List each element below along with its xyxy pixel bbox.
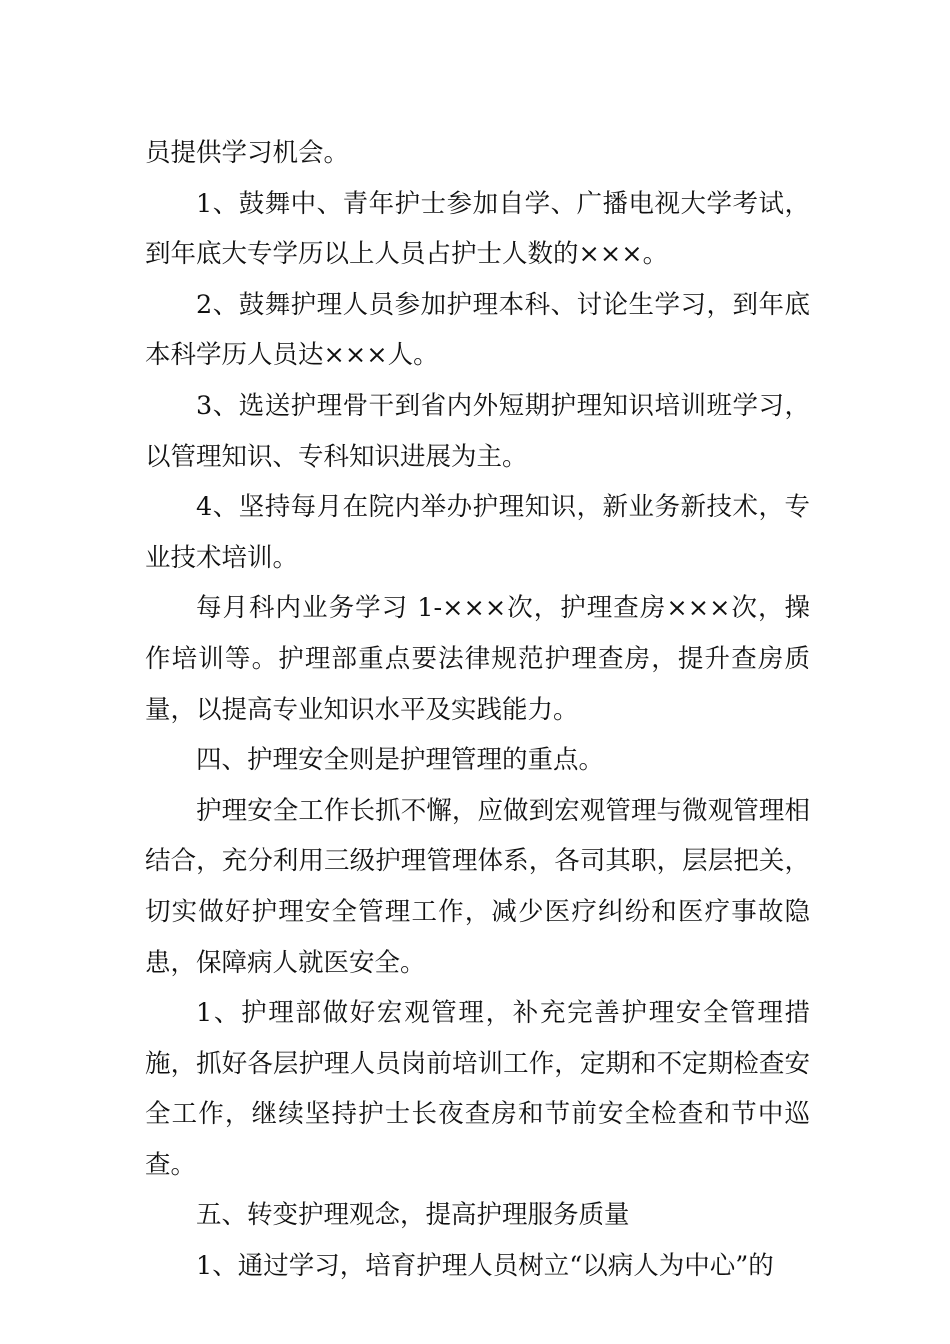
paragraph-item-3-training: 3、选送护理骨干到省内外短期护理知识培训班学习，以管理知识、专科知识进展为主。 xyxy=(145,390,810,472)
section-heading-service-quality: 五、转变护理观念，提高护理服务质量 xyxy=(196,1200,630,1231)
section-heading-safety: 四、护理安全则是护理管理的重点。 xyxy=(196,745,605,776)
paragraph-monthly-study: 每月科内业务学习 1-×××次，护理查房×××次，操作培训等。护理部重点要法律规范护理查房，提升查房质量，以提高专业知识水平及实践能力。 xyxy=(145,593,810,725)
paragraph-safety-item-1: 1、护理部做好宏观管理，补充完善护理安全管理措施，抓好各层护理人员岗前培训工作，定期和不定期检查安全工作，继续坚持护士长夜查房和节前安全检查和节中巡查。 xyxy=(145,998,810,1180)
paragraph-item-1-self-study: 1、鼓舞中、青年护士参加自学、广播电视大学考试，到年底大专学历以上人员占护士人数的×××。 xyxy=(145,188,810,270)
paragraph-item-2-undergraduate: 2、鼓舞护理人员参加护理本科、讨论生学习，到年底本科学历人员达×××人。 xyxy=(145,289,810,371)
paragraph-safety-work: 护理安全工作长抓不懈，应做到宏观管理与微观管理相结合，充分利用三级护理管理体系，各司其职，层层把关，切实做好护理安全管理工作，减少医疗纠纷和医疗事故隐患，保障病人就医安全。 xyxy=(145,795,810,978)
paragraph-item-4-monthly-training: 4、坚持每月在院内举办护理知识，新业务新技术，专业技术培训。 xyxy=(145,492,810,573)
paragraph-service-item-1: 1、通过学习，培育护理人员树立“以病人为中心”的 xyxy=(196,1251,774,1282)
document-body xyxy=(145,128,810,1292)
paragraph-continuation: 员提供学习机会。 xyxy=(145,138,350,168)
